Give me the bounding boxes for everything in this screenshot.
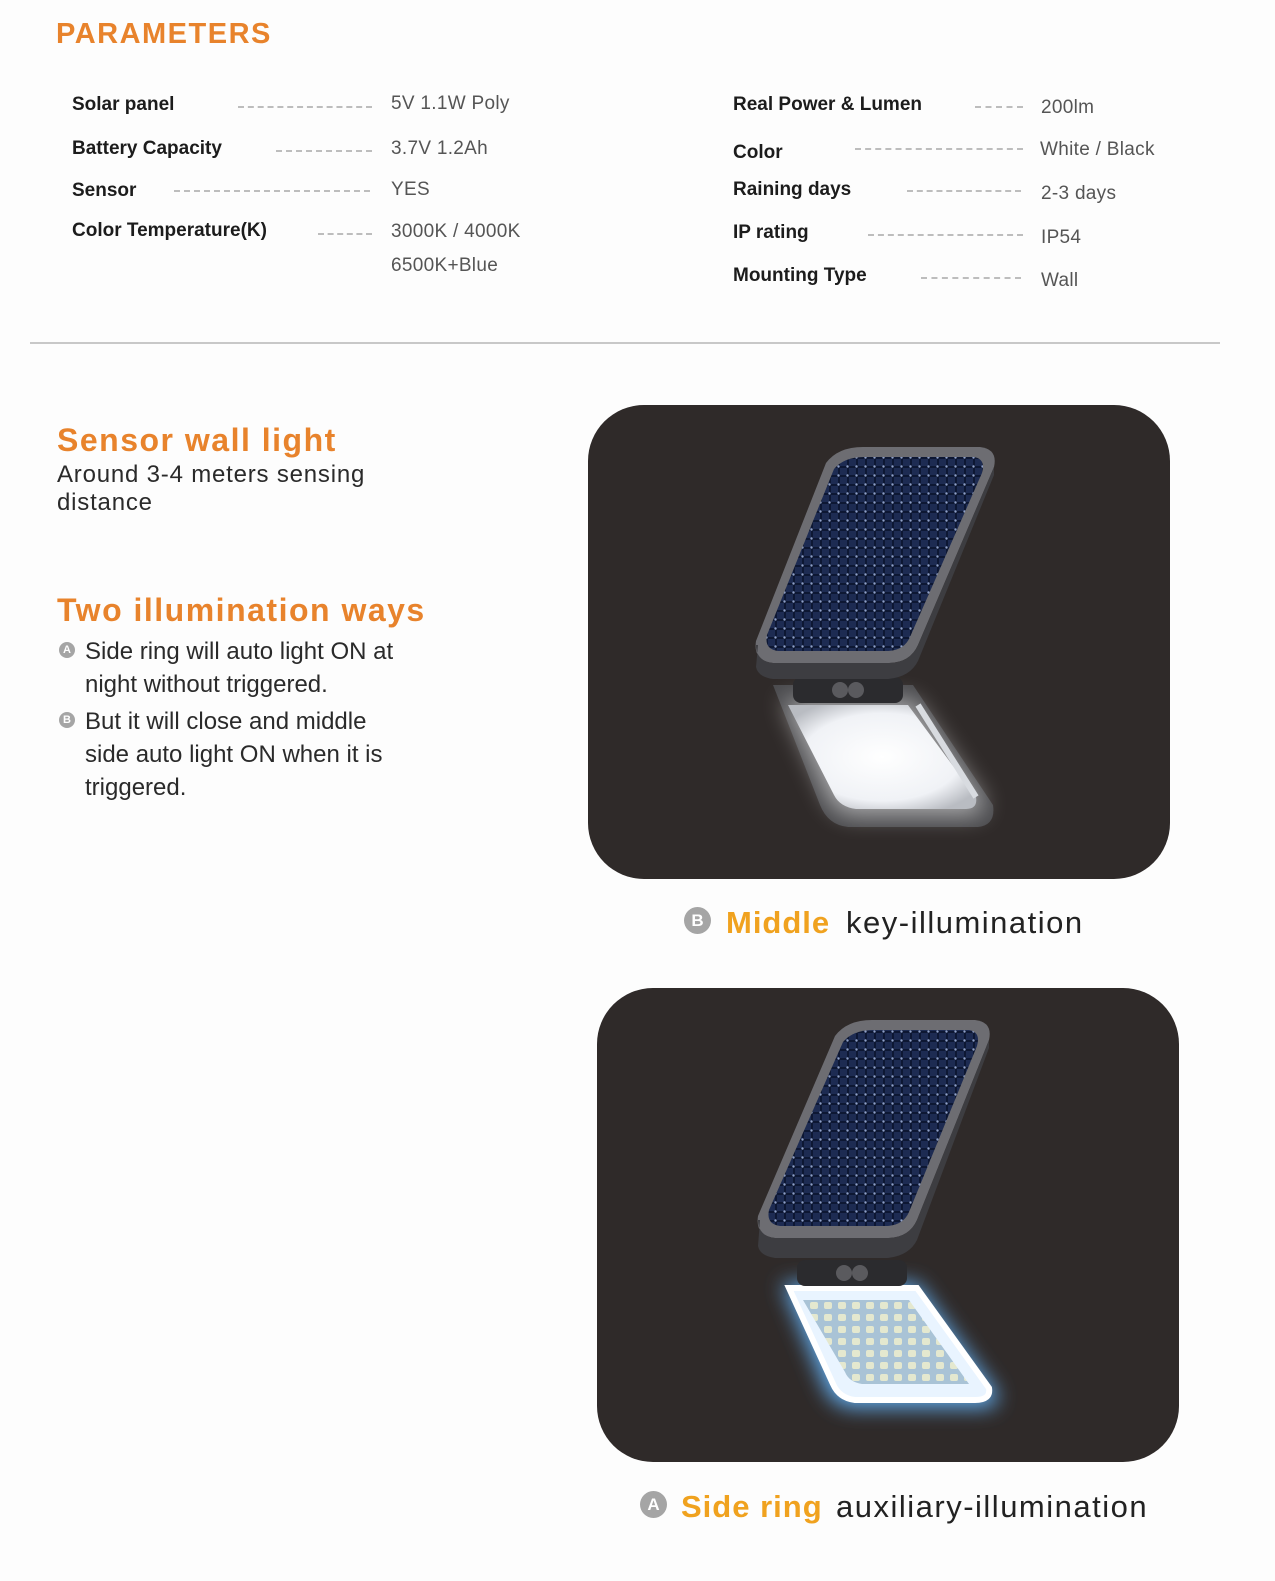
param-label-solar-panel: Solar panel (72, 94, 175, 115)
caption-side-ring-illumination: auxiliary-illumination (836, 1489, 1149, 1524)
param-label-color: Color (733, 142, 783, 163)
param-value-ip-rating: IP54 (1041, 227, 1082, 248)
param-value-solar-panel: 5V 1.1W Poly (391, 93, 510, 114)
param-label-power-lumen: Real Power & Lumen (733, 94, 922, 115)
leader-dots (975, 106, 1023, 108)
leader-dots (921, 277, 1021, 279)
illumination-heading: Two illumination ways (57, 592, 426, 628)
param-value-color: White / Black (1040, 139, 1155, 160)
leader-dots (174, 190, 370, 192)
param-label-sensor: Sensor (72, 180, 137, 201)
illumination-item-b: But it will close and middle side auto light ON when it is triggered. (85, 708, 383, 801)
section-divider (30, 342, 1220, 344)
param-value-color-temp-2: 6500K+Blue (391, 255, 499, 276)
leader-dots (907, 190, 1021, 192)
param-label-raining-days: Raining days (733, 179, 852, 200)
sensor-heading: Sensor wall light (57, 422, 337, 458)
param-label-mounting-type: Mounting Type (733, 265, 867, 286)
param-value-power-lumen: 200lm (1041, 97, 1095, 118)
parameters-heading: PARAMETERS (56, 18, 272, 50)
param-label-ip-rating: IP rating (733, 222, 809, 243)
leader-dots (855, 148, 1023, 150)
solar-wall-light-icon (597, 988, 1179, 1462)
leader-dots (318, 233, 372, 235)
caption-middle-illumination: key-illumination (846, 905, 1084, 940)
badge-a-icon: A (640, 1491, 667, 1518)
product-image-side-ring (597, 988, 1179, 1462)
sensor-subtitle: Around 3-4 meters sensing distance (57, 461, 366, 516)
param-label-color-temp: Color Temperature(K) (72, 220, 267, 241)
solar-wall-light-icon (588, 405, 1170, 879)
caption-highlight-middle: Middle (726, 905, 831, 940)
param-value-color-temp: 3000K / 4000K (391, 221, 521, 242)
badge-b-icon: B (59, 712, 75, 728)
leader-dots (868, 234, 1023, 236)
param-value-mounting-type: Wall (1041, 270, 1079, 291)
param-value-battery: 3.7V 1.2Ah (391, 138, 489, 159)
product-image-middle (588, 405, 1170, 879)
param-value-sensor: YES (391, 179, 430, 200)
badge-b-icon: B (684, 907, 711, 934)
illumination-item-a: Side ring will auto light ON at night without triggered. (85, 638, 394, 698)
param-label-battery: Battery Capacity (72, 138, 222, 159)
badge-a-icon: A (59, 642, 75, 658)
caption-highlight-side-ring: Side ring (681, 1489, 823, 1524)
leader-dots (238, 106, 372, 108)
param-value-raining-days: 2-3 days (1041, 183, 1117, 204)
leader-dots (276, 150, 372, 152)
